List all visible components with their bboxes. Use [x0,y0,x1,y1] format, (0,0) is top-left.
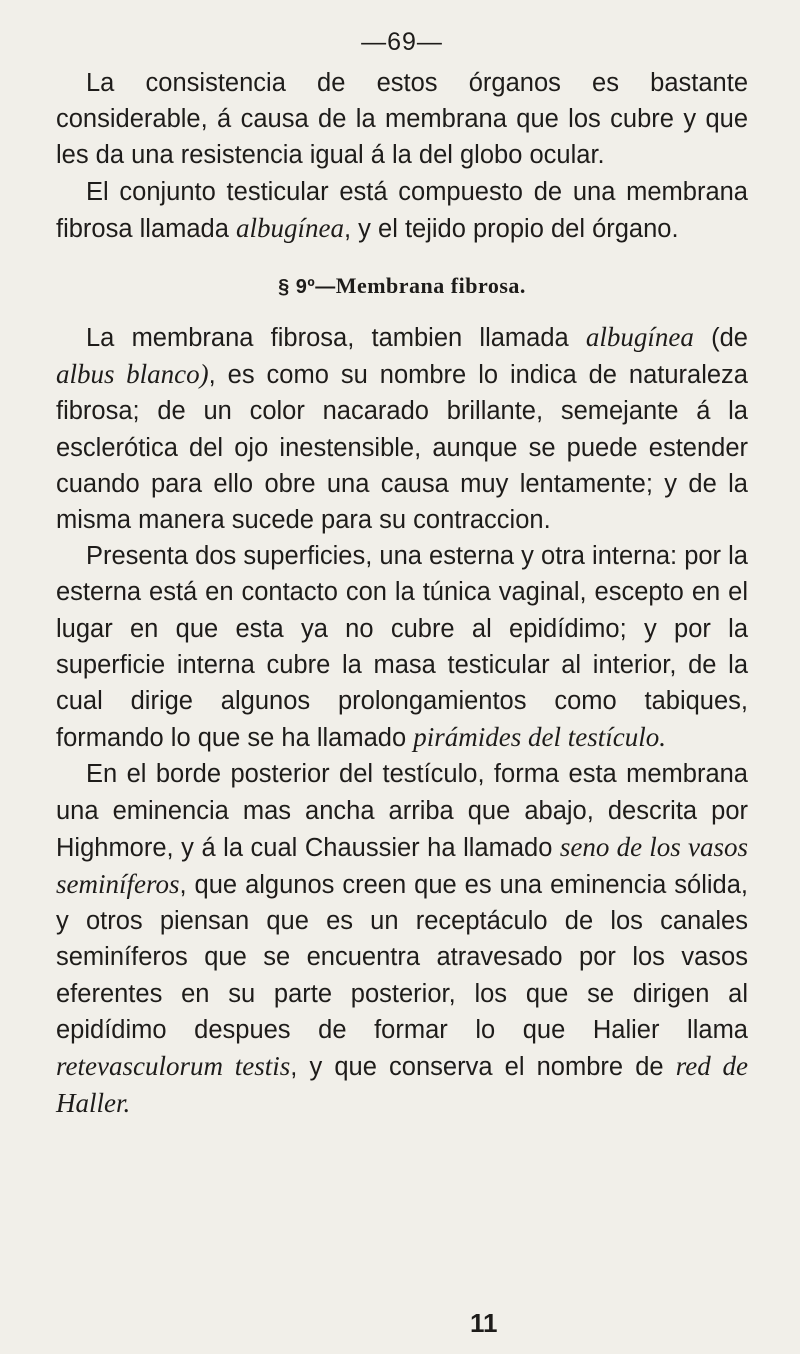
paragraph-conjunto [56,174,748,247]
italic-term: albugínea [585,322,694,353]
text-span: El conjunto testicular está compuesto de una membrana fibrosa llamada [56,177,748,243]
section-title: Membrana fibrosa. [335,273,526,299]
text-span: , y que conserva el nombre de [290,1053,676,1082]
paragraph-borde-posterior [56,756,748,1122]
italic-term: pirámides del testículo. [413,722,666,753]
section-number: § 9º— [278,276,336,299]
section-heading [56,273,748,299]
paragraph-superficies [56,538,748,756]
paragraph-consistencia: La consistencia de estos órganos es bastante considerable, á causa de la membrana que los cubre y que les da una resistencia igual á la del globo ocular. [56,69,748,170]
text-span: , es como su nombre lo indica de naturaleza fibrosa; de un color nacarado brillante, semejante á la esclerótica del ojo inestensible, aunque se puede estender cuando para ello obre una causa muy lentamente; y de la misma manera sucede para su contraccion. [56,361,748,535]
italic-term: seno de los vasos seminíferos [56,831,749,900]
signature-mark: 11 [470,1308,498,1338]
page-number: —69— [361,28,443,56]
text-span: En el borde posterior del testículo, forma esta membrana una eminencia mas ancha arriba que abajo, descrita por Highmore, y á la cual Chaussier ha llamado [56,760,748,862]
text-span: , que algunos creen que es una eminencia sólida, y otros piensan que es un receptáculo de los canales seminíferos que se encuentra atravesado por los vasos eferentes en su parte posterior, los que se dirigen al epidídimo despues de formar lo que Halier llama [56,871,748,1044]
text-span: (de [693,324,748,353]
italic-term: red de Haller. [56,1051,748,1119]
italic-term: retevasculorum testis [56,1051,291,1082]
text-span: , y el tejido propio del órgano. [344,214,679,243]
italic-term: albugínea [236,212,345,243]
text-span: Presenta dos superficies, una esterna y otra interna: por la esterna está en contacto con la túnica vaginal, escepto en el lugar en que esta ya no cubre al epidídimo; y por la superficie interna cubre la masa testicular al interior, de la cual dirige algunos prolongamientos como tabiques, formando lo que se ha llamado [56,542,748,753]
paragraph-membrana [56,319,748,538]
italic-term: albus blanco) [56,359,209,390]
text-span: La membrana fibrosa, tambien llamada [86,324,586,353]
